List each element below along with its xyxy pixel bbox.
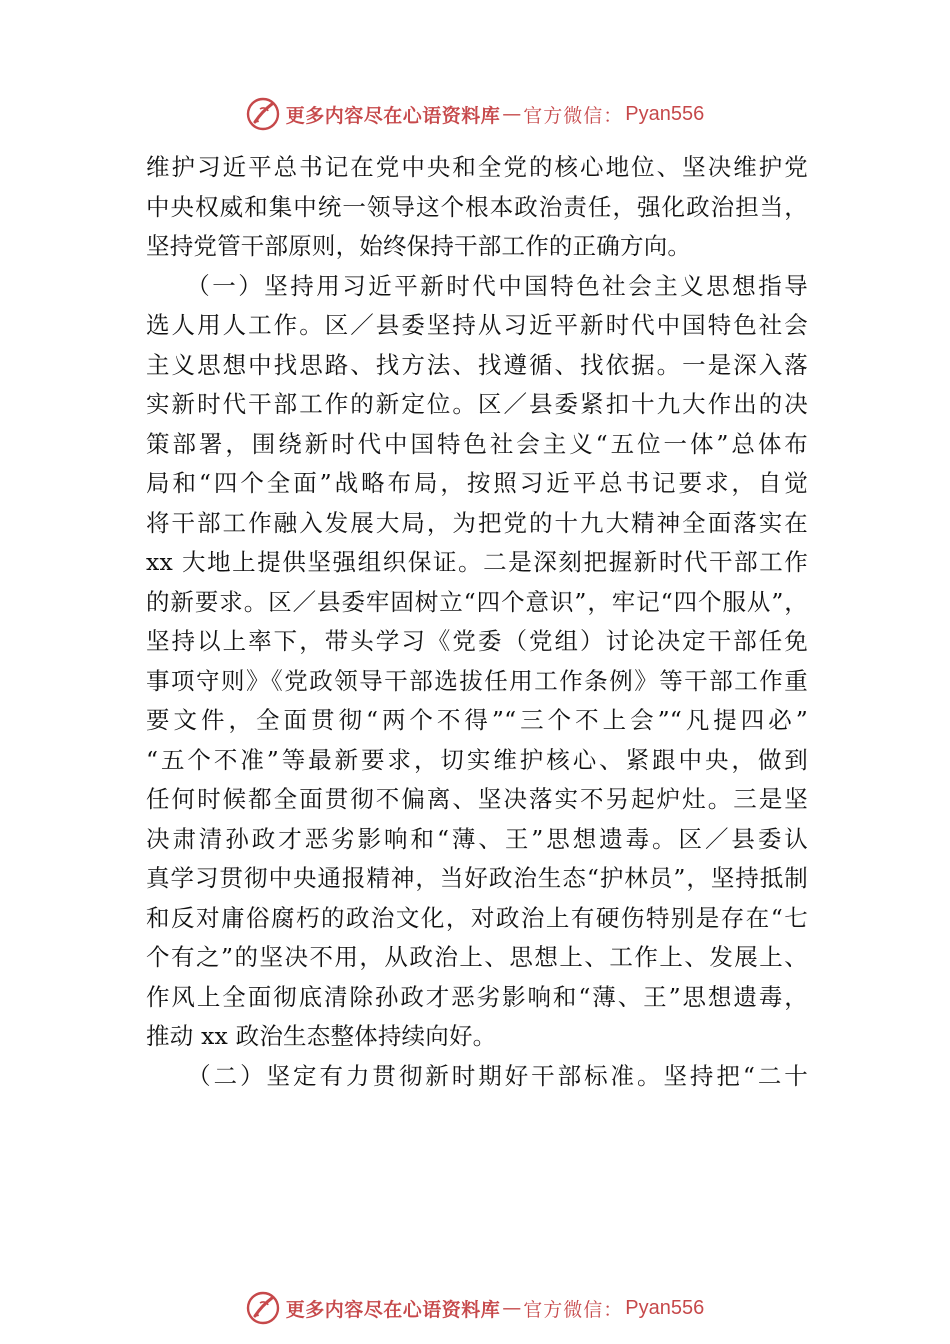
text-line: xx 大地上提供坚强组织保证。二是深刻把握新时代干部工作 [146, 548, 808, 576]
text-line: 将干部工作融入发展大局，为把党的十九大精神全面落实在 [146, 508, 808, 537]
footer-slogan: 更多内容尽在心语资料库 [285, 1298, 501, 1321]
text-line: 真学习贯彻中央通报精神，当好政治生态“护林员”，坚持抵制 [146, 864, 808, 892]
text-line: “五个不准”等最新要求，切实维护核心、紧跟中央，做到 [146, 745, 808, 774]
footer-wechat-label: 官方微信： [523, 1298, 624, 1321]
header-slogan: 更多内容尽在心语资料库 [285, 104, 501, 127]
footer-dash: — [502, 1297, 522, 1319]
text-line: 和反对庸俗腐朽的政治文化，对政治上有硬伤特别是存在“七 [146, 903, 808, 932]
text-line: 坚持以上率下，带头学习《党委（党组）讨论决定干部任免 [146, 627, 808, 655]
text-line: 事项守则》《党政领导干部选拔任用工作条例》等干部工作重 [146, 666, 808, 695]
document-body [146, 148, 808, 1096]
text-line: 策部署，围绕新时代中国特色社会主义“五位一体”总体布 [146, 429, 808, 458]
text-line: 的新要求。区／县委牢固树立“四个意识”，牢记“四个服从”， [146, 587, 808, 616]
text-line: 选人用人工作。区／县委坚持从习近平新时代中国特色社会 [146, 311, 808, 339]
text-line: 中央权威和集中统一领导这个根本政治责任，强化政治担当， [146, 192, 808, 221]
text-line: 坚持党管干部原则，始终保持干部工作的正确方向。 [146, 232, 692, 260]
text-line: 实新时代干部工作的新定位。区／县委紧扣十九大作出的决 [146, 390, 808, 418]
brush-pen-logo-icon [246, 1291, 280, 1325]
header-wechat-label: 官方微信： [523, 104, 624, 127]
text-line: 局和“四个全面”战略布局，按照习近平总书记要求，自觉 [146, 469, 808, 497]
text-line: 要文件，全面贯彻“两个不得”“三个不上会”“凡提四必” [146, 706, 808, 734]
text-line: 个有之”的坚决不用，从政治上、思想上、工作上、发展上、 [146, 943, 808, 971]
text-line: （二）坚定有力贯彻新时期好干部标准。坚持把“二十 [146, 1061, 808, 1090]
footer-banner [0, 1288, 950, 1328]
text-line: 任何时候都全面贯彻不偏离、坚决落实不另起炉灶。三是坚 [146, 785, 808, 813]
brush-pen-logo-icon [246, 97, 280, 131]
text-line: 作风上全面彻底清除孙政才恶劣影响和“薄、王”思想遗毒， [146, 982, 808, 1011]
text-line: 决肃清孙政才恶劣影响和“薄、王”思想遗毒。区／县委认 [146, 824, 808, 853]
text-line: 推动 xx 政治生态整体持续向好。 [146, 1022, 497, 1050]
header-banner [0, 94, 950, 134]
header-dash: — [502, 103, 522, 125]
text-line: 维护习近平总书记在党中央和全党的核心地位、坚决维护党 [146, 153, 808, 181]
text-line: 主义思想中找思路、找方法、找遵循、找依据。一是深入落 [146, 350, 808, 379]
footer-wechat-id: Pyan556 [625, 1296, 705, 1319]
text-line: （一）坚持用习近平新时代中国特色社会主义思想指导 [146, 271, 808, 300]
header-wechat-id: Pyan556 [625, 102, 705, 125]
